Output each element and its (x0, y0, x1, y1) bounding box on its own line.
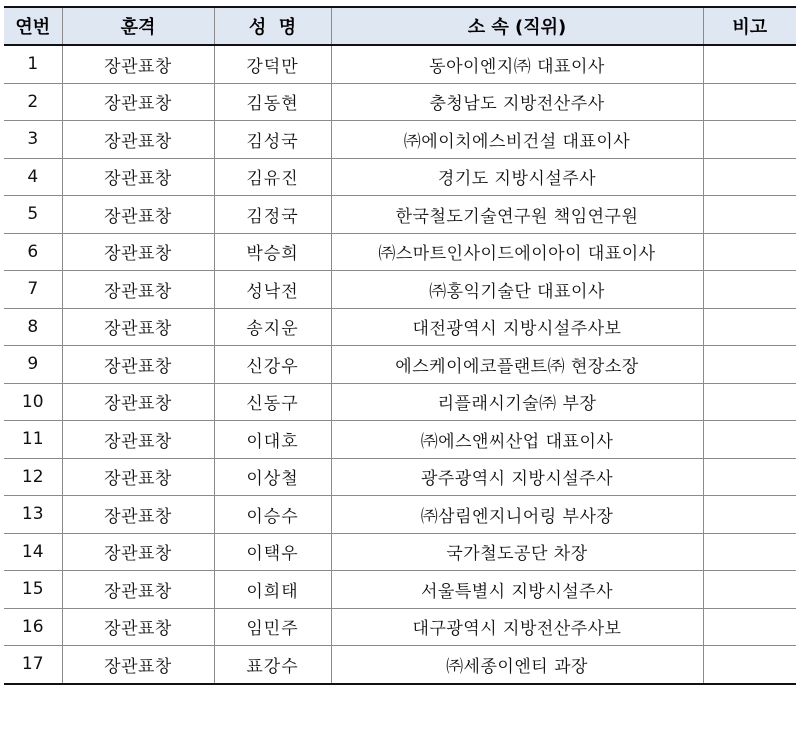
cell-name: 신강우 (214, 346, 331, 384)
cell-affiliation: ㈜스마트인사이드에이아이 대표이사 (331, 233, 703, 271)
cell-name: 신동구 (214, 383, 331, 421)
table-row (4, 458, 796, 496)
cell-note (703, 346, 796, 384)
cell-award: 장관표창 (62, 608, 214, 646)
cell-no: 14 (4, 533, 62, 571)
table-row (4, 571, 796, 609)
cell-note (703, 421, 796, 459)
cell-award: 장관표창 (62, 83, 214, 121)
cell-name: 표강수 (214, 646, 331, 684)
cell-affiliation: 한국철도기술연구원 책임연구원 (331, 196, 703, 234)
cell-award: 장관표창 (62, 45, 214, 83)
table-row (4, 121, 796, 159)
cell-affiliation: 충청남도 지방전산주사 (331, 83, 703, 121)
cell-name: 이택우 (214, 533, 331, 571)
table-row (4, 308, 796, 346)
cell-no: 10 (4, 383, 62, 421)
cell-no: 2 (4, 83, 62, 121)
cell-award: 장관표창 (62, 421, 214, 459)
cell-note (703, 83, 796, 121)
cell-note (703, 533, 796, 571)
cell-name: 김정국 (214, 196, 331, 234)
cell-no: 15 (4, 571, 62, 609)
cell-note (703, 608, 796, 646)
cell-affiliation: 국가철도공단 차장 (331, 533, 703, 571)
cell-note (703, 233, 796, 271)
cell-award: 장관표창 (62, 308, 214, 346)
cell-name: 임민주 (214, 608, 331, 646)
header-affiliation: 소 속 (직위) (331, 7, 703, 45)
table-row (4, 533, 796, 571)
cell-award: 장관표창 (62, 158, 214, 196)
table-row (4, 346, 796, 384)
cell-name: 김성국 (214, 121, 331, 159)
cell-note (703, 383, 796, 421)
award-recipients-table (4, 6, 796, 685)
cell-affiliation: ㈜세종이엔티 과장 (331, 646, 703, 684)
cell-award: 장관표창 (62, 458, 214, 496)
cell-no: 12 (4, 458, 62, 496)
cell-name: 이희태 (214, 571, 331, 609)
cell-name: 성낙전 (214, 271, 331, 309)
cell-note (703, 158, 796, 196)
cell-name: 이대호 (214, 421, 331, 459)
cell-award: 장관표창 (62, 271, 214, 309)
table-row (4, 608, 796, 646)
cell-note (703, 45, 796, 83)
table-row (4, 646, 796, 684)
cell-no: 13 (4, 496, 62, 534)
cell-name: 박승희 (214, 233, 331, 271)
cell-affiliation: 광주광역시 지방시설주사 (331, 458, 703, 496)
cell-affiliation: ㈜삼림엔지니어링 부사장 (331, 496, 703, 534)
cell-note (703, 458, 796, 496)
table-body (4, 45, 796, 684)
cell-award: 장관표창 (62, 383, 214, 421)
cell-no: 4 (4, 158, 62, 196)
header-award: 훈격 (62, 7, 214, 45)
cell-affiliation: 대전광역시 지방시설주사보 (331, 308, 703, 346)
table-row (4, 233, 796, 271)
table-row (4, 158, 796, 196)
header-no: 연번 (4, 7, 62, 45)
cell-award: 장관표창 (62, 346, 214, 384)
table-row (4, 421, 796, 459)
cell-name: 김동현 (214, 83, 331, 121)
cell-no: 16 (4, 608, 62, 646)
cell-affiliation: 경기도 지방시설주사 (331, 158, 703, 196)
cell-note (703, 271, 796, 309)
cell-note (703, 121, 796, 159)
cell-note (703, 496, 796, 534)
cell-no: 17 (4, 646, 62, 684)
table-row (4, 83, 796, 121)
cell-award: 장관표창 (62, 533, 214, 571)
table-row (4, 196, 796, 234)
table-row (4, 383, 796, 421)
cell-name: 이상철 (214, 458, 331, 496)
cell-affiliation: 동아이엔지㈜ 대표이사 (331, 45, 703, 83)
cell-note (703, 196, 796, 234)
cell-affiliation: 서울특별시 지방시설주사 (331, 571, 703, 609)
cell-no: 5 (4, 196, 62, 234)
header-row (4, 7, 796, 45)
cell-no: 1 (4, 45, 62, 83)
cell-award: 장관표창 (62, 233, 214, 271)
cell-award: 장관표창 (62, 496, 214, 534)
cell-affiliation: ㈜홍익기술단 대표이사 (331, 271, 703, 309)
cell-note (703, 571, 796, 609)
cell-note (703, 646, 796, 684)
cell-no: 3 (4, 121, 62, 159)
cell-name: 송지운 (214, 308, 331, 346)
cell-award: 장관표창 (62, 646, 214, 684)
cell-no: 6 (4, 233, 62, 271)
cell-no: 7 (4, 271, 62, 309)
table-row (4, 45, 796, 83)
cell-no: 11 (4, 421, 62, 459)
cell-no: 9 (4, 346, 62, 384)
cell-affiliation: ㈜에스앤씨산업 대표이사 (331, 421, 703, 459)
cell-award: 장관표창 (62, 121, 214, 159)
cell-award: 장관표창 (62, 196, 214, 234)
cell-no: 8 (4, 308, 62, 346)
header-note: 비고 (703, 7, 796, 45)
cell-note (703, 308, 796, 346)
table-header (4, 7, 796, 45)
cell-affiliation: 리플래시기술㈜ 부장 (331, 383, 703, 421)
cell-name: 김유진 (214, 158, 331, 196)
cell-name: 이승수 (214, 496, 331, 534)
table-row (4, 496, 796, 534)
cell-affiliation: 대구광역시 지방전산주사보 (331, 608, 703, 646)
cell-affiliation: ㈜에이치에스비건설 대표이사 (331, 121, 703, 159)
cell-award: 장관표창 (62, 571, 214, 609)
table-row (4, 271, 796, 309)
cell-affiliation: 에스케이에코플랜트㈜ 현장소장 (331, 346, 703, 384)
header-name: 성 명 (214, 7, 331, 45)
cell-name: 강덕만 (214, 45, 331, 83)
